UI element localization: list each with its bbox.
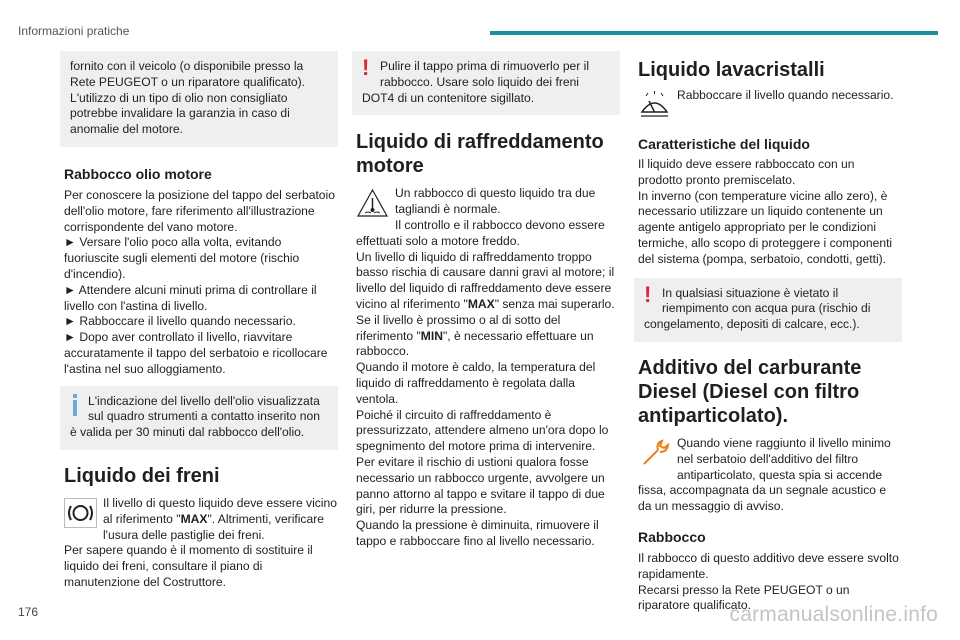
exclamation-icon: ! bbox=[362, 55, 370, 80]
oil-note-box bbox=[60, 51, 338, 147]
info-icon bbox=[70, 394, 80, 421]
column-3 bbox=[638, 51, 902, 614]
additive-icon-text: Quando viene raggiunto il livello minimo nel serbatoio dell'additivo del filtro antiparticolato, questa spia si accende fissa, accompagnata da un segnale acustico e da un messaggio di avviso. bbox=[638, 435, 891, 514]
coolant-temperature-icon bbox=[356, 188, 389, 218]
step-1: ► Versare l'olio poco alla volta, evitando fuoriuscite sugli elementi del motore (rischio d'incendio). bbox=[64, 235, 300, 281]
brake-warning-icon bbox=[64, 498, 97, 528]
brake-warning-box bbox=[352, 51, 620, 115]
column-2 bbox=[356, 51, 620, 550]
coolant-p4: Quando il motore è caldo, la temperatura del liquido di raffreddamento è regolata dalla ventola. bbox=[356, 360, 596, 406]
step-4: ► Dopo aver controllato il livello, riavvitare accuratamente il tappo del serbatoio e ricollocare l'astina nel suo alloggiamento. bbox=[64, 330, 328, 376]
spec-p2: In inverno (con temperature vicine allo zero), è necessario utilizzare un liquido contenente un agente antigelo appropriato per le condizioni termiche, allo scopo di proteggere i componenti del sistema (pompa, serbatoio, condotti, getti). bbox=[638, 188, 893, 266]
spec-p1: Il liquido deve essere rabboccato con un prodotto pronto premiscelato. bbox=[638, 157, 855, 187]
coolant-p6: Per evitare il rischio di ustioni qualora fosse necessario un rabbocco urgente, avvolgere un panno attorno al tappo e svitare il tappo di due giri, per ridurre la pressione. bbox=[356, 454, 605, 517]
washer-icon bbox=[638, 90, 671, 120]
refill-title: Rabbocco bbox=[638, 528, 706, 545]
brake-fluid-title: Liquido dei freni bbox=[64, 464, 220, 487]
washer-fluid-title: Liquido lavacristalli bbox=[638, 59, 825, 81]
step-3: ► Rabboccare il livello quando necessario. bbox=[64, 314, 296, 329]
coolant-p5: Poiché il circuito di raffreddamento è pressurizzato, attendere almeno un'ora dopo lo spegnimento del motore prima di intervenire. bbox=[356, 407, 609, 454]
refill-p1: Il rabbocco di questo additivo deve essere svolto rapidamente. bbox=[638, 550, 899, 581]
coolant-p3: Se il livello è prossimo o al di sotto del riferimento "MIN", è necessario effettuare un rabbocco. bbox=[356, 312, 594, 359]
info-note-box bbox=[60, 386, 338, 450]
spec-title: Caratteristiche del liquido bbox=[638, 136, 810, 152]
header-label: Informazioni pratiche bbox=[18, 24, 130, 38]
coolant-icon-text: Un rabbocco di questo liquido tra due tagliandi è normale. bbox=[395, 186, 596, 217]
brake-text-maintenance: Per sapere quando è il momento di sostituire il liquido dei freni, consultare il piano di manutenzione del Costruttore. bbox=[64, 543, 313, 589]
brake-text: Il livello di questo liquido deve essere vicino al riferimento "MAX". Altrimenti, verificare l'usura delle pastiglie dei freni. bbox=[103, 495, 337, 542]
top-up-oil-title: Rabbocco olio motore bbox=[64, 165, 212, 182]
brake-warning-text: Pulire il tappo prima di rimuoverlo per il rabbocco. Usare solo liquido dei freni DOT4 di un contenitore sigillato. bbox=[362, 59, 590, 105]
info-note-text: L'indicazione del livello dell'olio visualizzata sul quadro strumenti a contatto inserito non è valida per 30 minuti dal rabbocco dell'olio. bbox=[70, 393, 320, 440]
exclamation-icon: ! bbox=[644, 281, 652, 307]
additive-title: Additivo del carburante Diesel (Diesel con filtro antiparticolato). bbox=[638, 356, 862, 427]
washer-warning-box bbox=[634, 278, 902, 342]
header-accent-bar bbox=[490, 31, 938, 35]
oil-note-text: fornito con il veicolo (o disponibile presso la Rete PEUGEOT o un riparatore qualificato). L'utilizzo di un tipo di olio non consigliato potrebbe invalidare la garanzia in caso di anomalie del motore. bbox=[70, 59, 306, 137]
coolant-title: Liquido di raffreddamento motore bbox=[356, 131, 604, 178]
coolant-p1: Il controllo e il rabbocco devono essere effettuati solo a motore freddo. bbox=[356, 217, 605, 248]
column-1 bbox=[64, 51, 338, 591]
wrench-icon bbox=[638, 438, 671, 468]
coolant-p2: Un livello di liquido di raffreddamento troppo basso rischia di causare danni gravi al motore; il livello del liquido di raffreddamento deve essere vicino al riferimento "MAX" senza mai superarlo. bbox=[356, 249, 615, 311]
washer-warning-text: In qualsiasi situazione è vietato il riempimento con acqua pura (rischio di congelamento, depositi di calcare, ecc.). bbox=[644, 285, 871, 332]
washer-icon-text: Rabboccare il livello quando necessario. bbox=[677, 88, 894, 102]
coolant-p7: Quando la pressione è diminuita, rimuovere il tappo e rabboccare fino al livello necessario. bbox=[356, 518, 599, 548]
page-number: 176 bbox=[18, 605, 39, 619]
top-up-intro: Per conoscere la posizione del tappo del serbatoio dell'olio motore, fare riferimento all'illustrazione corrispondente del vano motore. bbox=[64, 187, 335, 234]
watermark: carmanualsonline.info bbox=[729, 603, 938, 626]
refill-p2: Recarsi presso la Rete PEUGEOT o un riparatore qualificato. bbox=[638, 582, 850, 613]
step-2: ► Attendere alcuni minuti prima di controllare il livello con l'astina di livello. bbox=[64, 282, 317, 313]
